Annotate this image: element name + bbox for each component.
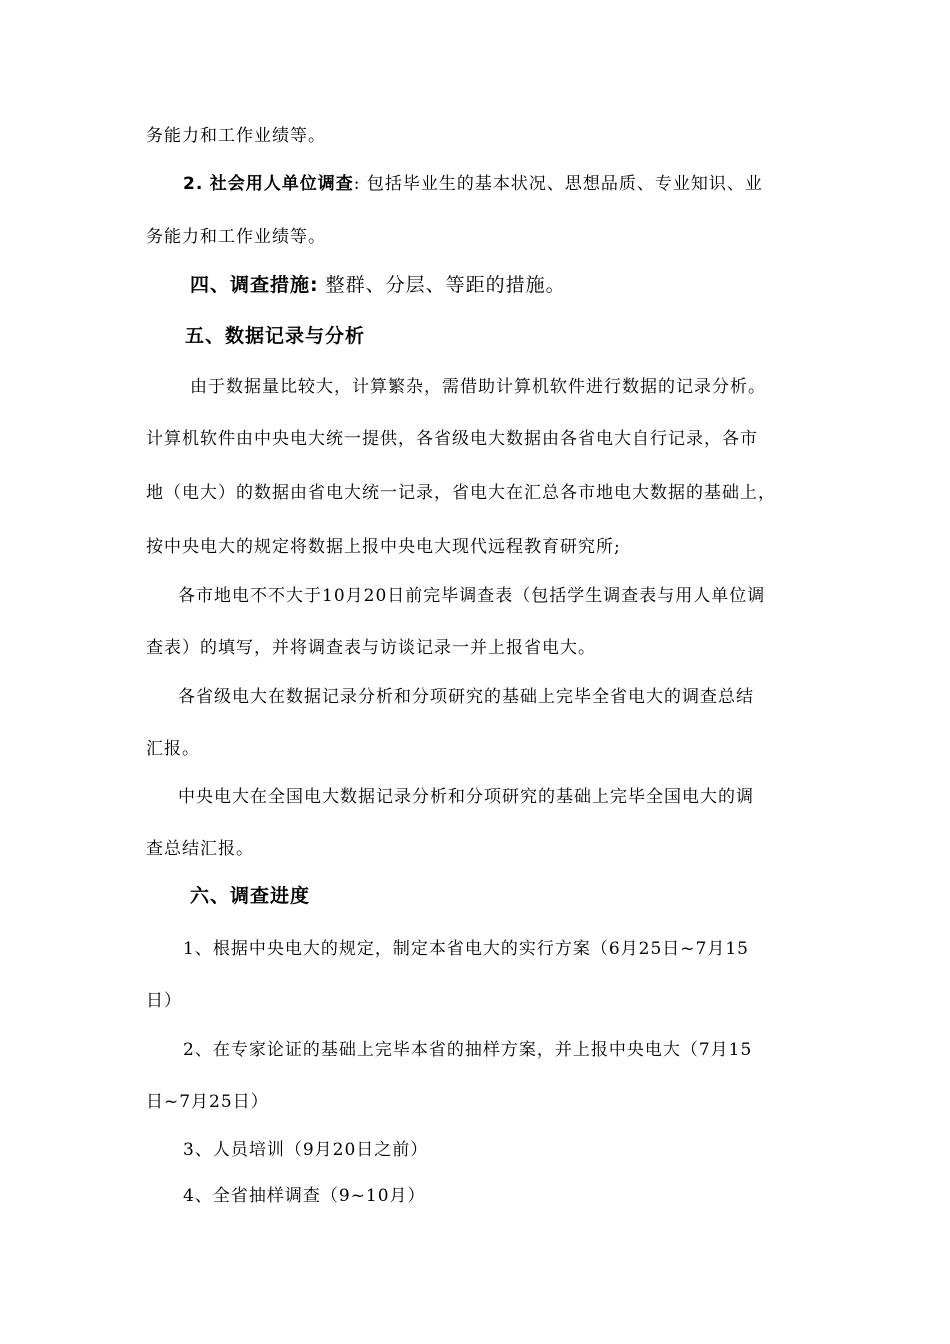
section-label: 四、调查措施: bbox=[190, 274, 319, 296]
paragraph-line: 汇报。 bbox=[146, 739, 200, 759]
paragraph-line: 地（电大）的数据由省电大统一记录，省电大在汇总各市地电大数据的基础上， bbox=[146, 483, 776, 503]
paragraph-line: 计算机软件由中央电大统一提供，各省级电大数据由各省电大自行记录，各市 bbox=[146, 429, 758, 449]
paragraph-line: 按中央电大的规定将数据上报中央电大现代远程教育研究所; bbox=[146, 537, 621, 557]
paragraph-line: 日） bbox=[146, 991, 182, 1011]
list-item: 3、人员培训（9月20日之前） bbox=[183, 1140, 429, 1160]
item-number: 2. bbox=[183, 174, 204, 194]
section-heading bbox=[190, 274, 566, 296]
paragraph-line: 日~7月25日） bbox=[146, 1092, 269, 1112]
section-heading: 五、数据记录与分析 bbox=[185, 325, 366, 347]
paragraph-line: 中央电大在全国电大数据记录分析和分项研究的基础上完毕全国电大的调 bbox=[178, 787, 754, 807]
list-item: 2、在专家论证的基础上完毕本省的抽样方案，并上报中央电大（7月15 bbox=[183, 1040, 753, 1060]
paragraph-line: 务能力和工作业绩等。 bbox=[146, 227, 326, 247]
paragraph-line: 查总结汇报。 bbox=[146, 839, 254, 859]
paragraph-line bbox=[183, 173, 763, 195]
section-heading: 六、调查进度 bbox=[190, 885, 311, 907]
section-text: 整群、分层、等距的措施。 bbox=[318, 274, 566, 296]
item-text: : 包括毕业生的基本状况、思想品质、专业知识、业 bbox=[353, 174, 763, 194]
paragraph-line: 由于数据量比较大，计算繁杂，需借助计算机软件进行数据的记录分析。 bbox=[190, 377, 766, 397]
list-item: 4、全省抽样调查（9~10月） bbox=[183, 1186, 426, 1206]
paragraph-line: 务能力和工作业绩等。 bbox=[146, 126, 326, 146]
paragraph-line: 查表）的填写，并将调查表与访谈记录一并上报省电大。 bbox=[146, 638, 596, 658]
paragraph-line: 各市地电不不大于10月20日前完毕调查表（包括学生调查表与用人单位调 bbox=[178, 586, 766, 606]
paragraph-line: 各省级电大在数据记录分析和分项研究的基础上完毕全省电大的调查总结 bbox=[178, 687, 754, 707]
list-item: 1、根据中央电大的规定，制定本省电大的实行方案（6月25日~7月15 bbox=[183, 939, 749, 959]
item-label: 社会用人单位调查 bbox=[209, 174, 354, 194]
